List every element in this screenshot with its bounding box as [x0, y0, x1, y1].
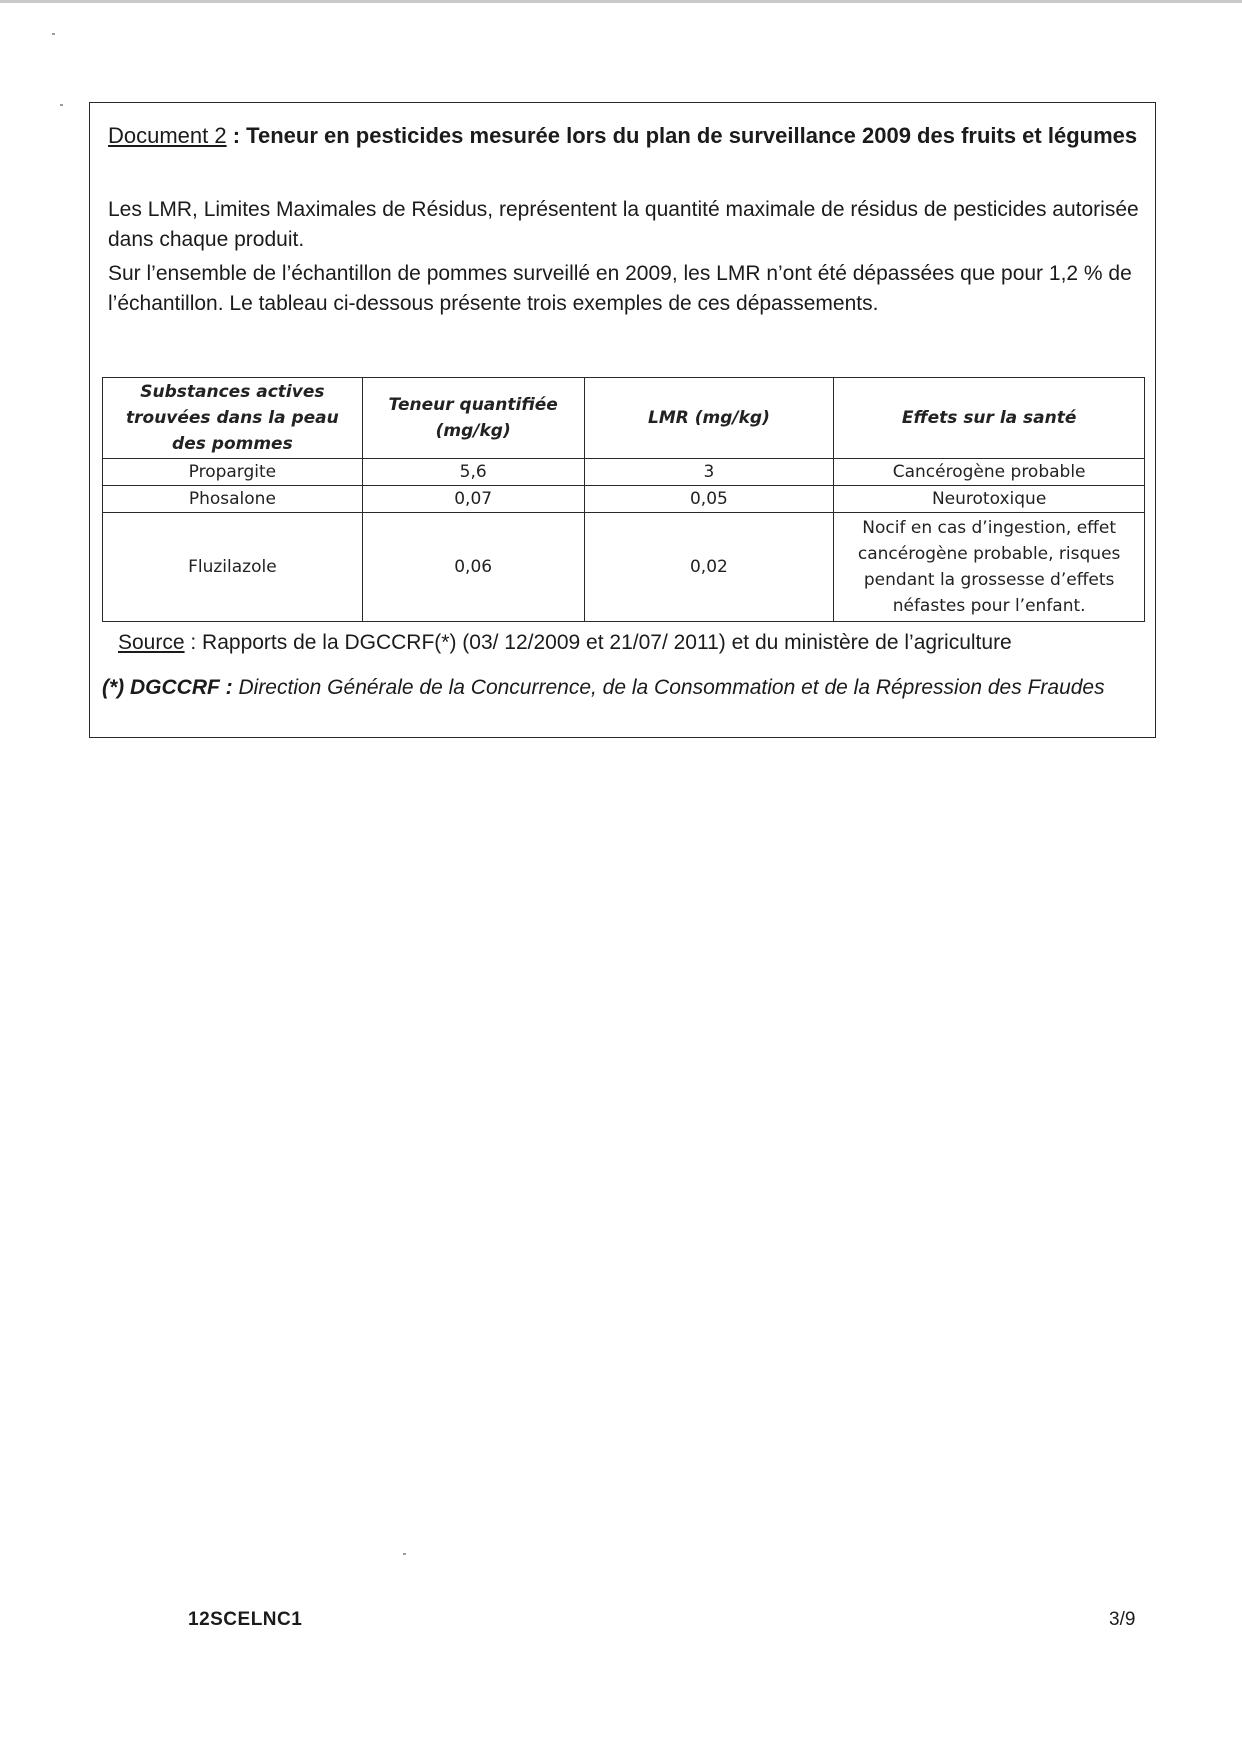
cell-lmr: 3	[584, 459, 834, 486]
cell-effets: Cancérogène probable	[834, 459, 1145, 486]
table-row	[103, 486, 1145, 513]
cell-substance: Propargite	[103, 459, 363, 486]
source-text: : Rapports de la DGCCRF(*) (03/ 12/2009 et 21/07/ 2011) et du ministère de l’agriculture	[184, 631, 1012, 654]
document-frame	[89, 102, 1156, 738]
cell-effets: Neurotoxique	[834, 486, 1145, 513]
document-label: Document 2	[108, 123, 227, 148]
footnote-text: Direction Générale de la Concurrence, de la Consommation et de la Répression des Fraudes	[238, 676, 1105, 699]
header-effets: Effets sur la santé	[834, 378, 1145, 459]
header-teneur: Teneur quantifiée (mg/kg)	[362, 378, 584, 459]
cell-substance: Phosalone	[103, 486, 363, 513]
cell-effets: Nocif en cas d’ingestion, effet cancérogène probable, risques pendant la grossesse d’effets néfastes pour l’enfant.	[834, 513, 1145, 622]
page-number: 3/9	[1109, 1609, 1136, 1630]
footnote	[102, 673, 1142, 702]
scan-speck	[60, 104, 63, 106]
paragraph-sample-results: Sur l’ensemble de l’échantillon de pommes surveillé en 2009, les LMR n’ont été dépassées que pour 1,2 % de l’échantillon. Le tableau ci-dessous présente trois exemples de ces dépassements.	[108, 262, 1132, 315]
header-lmr: LMR (mg/kg)	[584, 378, 834, 459]
pesticide-table	[102, 377, 1145, 622]
scan-top-edge	[0, 0, 1242, 3]
header-substances: Substances actives trouvées dans la peau des pommes	[103, 378, 363, 459]
footnote-head: (*) DGCCRF :	[102, 676, 239, 699]
footer-code: 12SCELNC1	[188, 1609, 303, 1630]
source-line	[118, 629, 1012, 657]
cell-teneur: 5,6	[362, 459, 584, 486]
scan-speck	[52, 33, 55, 35]
table-row	[103, 513, 1145, 622]
table-row	[103, 459, 1145, 486]
cell-teneur: 0,07	[362, 486, 584, 513]
document-title	[108, 121, 1138, 150]
cell-substance: Fluzilazole	[103, 513, 363, 622]
scan-speck	[403, 1553, 406, 1555]
cell-teneur: 0,06	[362, 513, 584, 622]
cell-lmr: 0,02	[584, 513, 834, 622]
table-header-row	[103, 378, 1145, 459]
cell-lmr: 0,05	[584, 486, 834, 513]
source-label: Source	[118, 631, 185, 654]
paragraph-lmr-definition: Les LMR, Limites Maximales de Résidus, représentent la quantité maximale de résidus de pesticides autorisée dans chaque produit.	[108, 198, 1139, 251]
document-title-text: : Teneur en pesticides mesurée lors du plan de surveillance 2009 des fruits et légumes	[226, 123, 1138, 148]
